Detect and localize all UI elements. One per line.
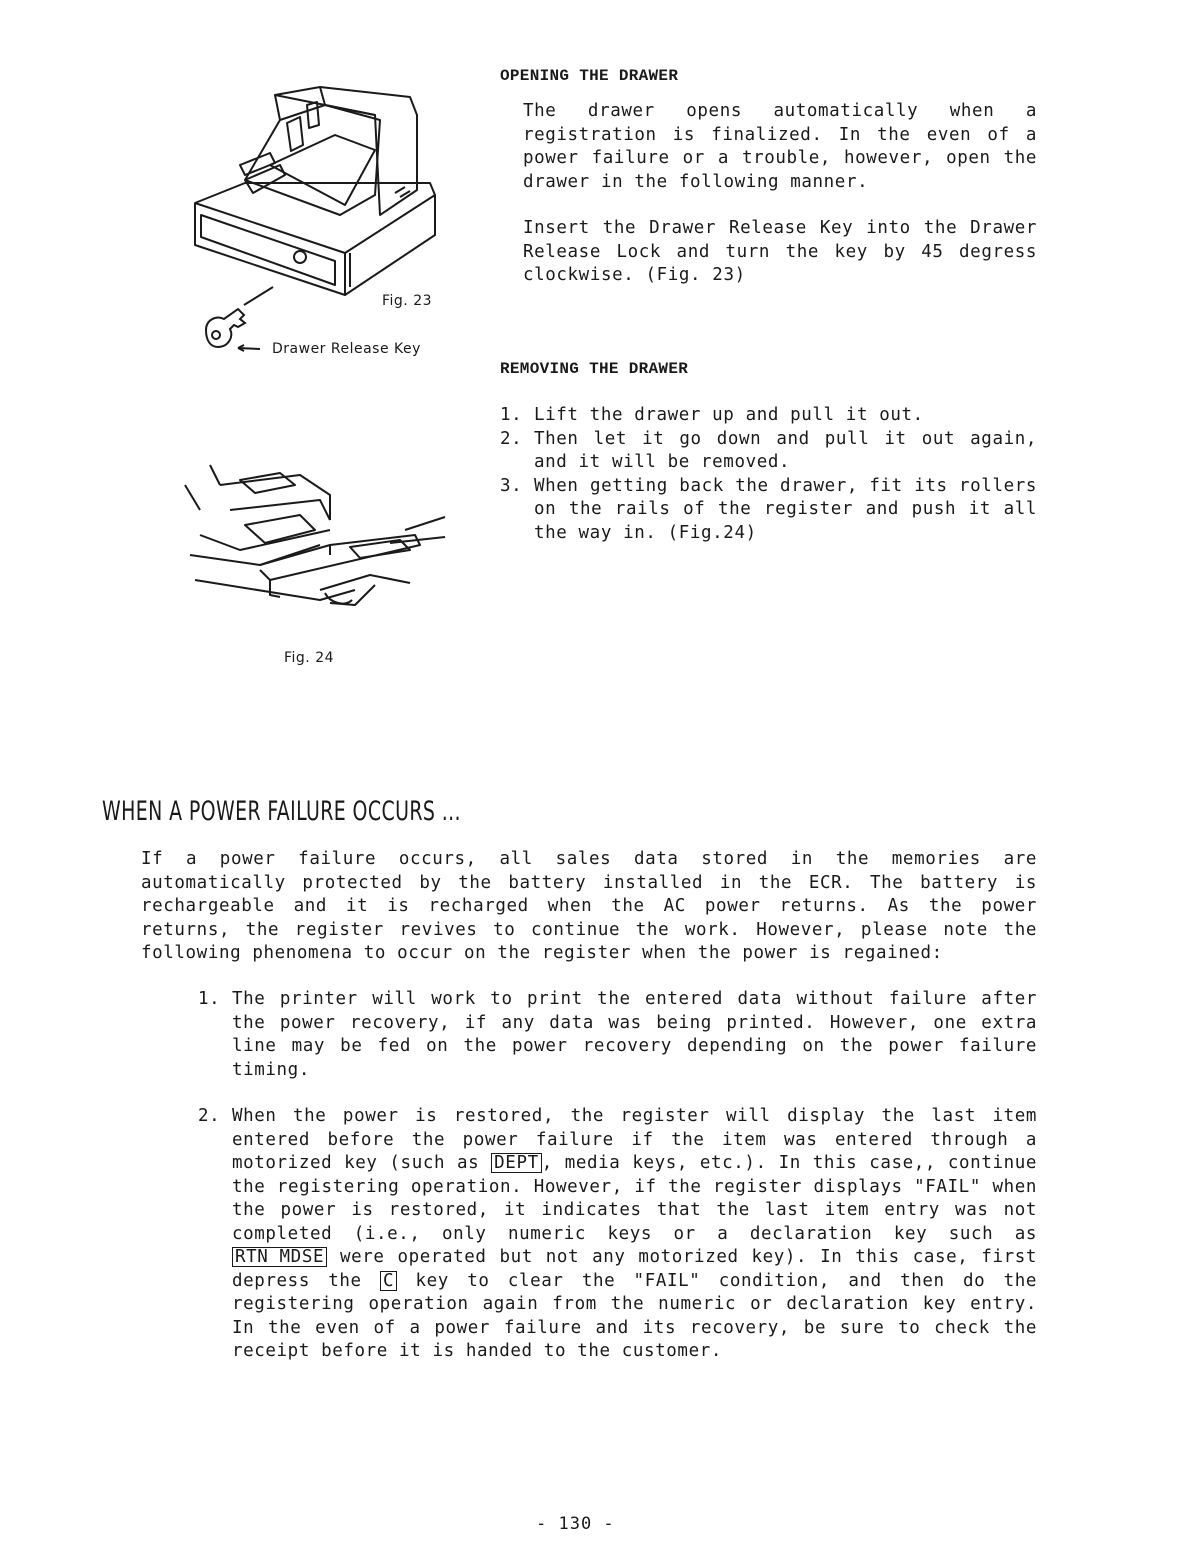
list-item: 3. When getting back the drawer, fit its rollers on the rails of the register and push it all the way in. (Fig.24) [500, 475, 1037, 543]
page-number: - 130 - [536, 1514, 615, 1534]
power-failure-intro: If a power failure occurs, all sales data stored in the memories are automatically protected by the battery installed in the ECR. The battery is rechargeable and it is recharged when the AC power returns. As the power returns, the register revives to continue the work. However, please note the following phenomena to occur on the register when the power is regained: [141, 849, 1037, 963]
fig24-label: Fig. 24 [284, 650, 335, 666]
opening-drawer-paragraph-2: Insert the Drawer Release Key into the Drawer Release Lock and turn the key by 45 degress clockwise. (Fig. 23) [523, 218, 1037, 285]
opening-drawer-heading: OPENING THE DRAWER [500, 67, 679, 85]
list-item: 2. Then let it go down and pull it out again, and it will be removed. [500, 428, 1037, 472]
power-failure-list [198, 988, 1037, 1364]
fig23-label: Fig. 23 [382, 293, 433, 309]
c-key: C [380, 1271, 397, 1291]
list-item: 2. When the power is restored, the register will display the last item entered before the power failure if the item was entered through a motorized key (such as DEPT , media keys, etc.). In this case,, continue the registering operation. However, if the register displays "FAIL" when the power is restored, it indicates that the last item entry was not completed (i.e., only numeric keys or a declaration key such as RTN MDSE were operated but not any motorized key). In this case, first depress the C key to clear the "FAIL" condition, and then do the registering operation again from the numeric or declaration key entry. In the even of a power failure and its recovery, be sure to check the receipt before it is handed to the customer. [198, 1106, 1037, 1361]
power-failure-title: WHEN A POWER FAILURE OCCURS ... [102, 796, 461, 827]
drawer-release-key-illustration [198, 285, 278, 360]
dept-key: DEPT [491, 1153, 542, 1173]
removing-drawer-steps [500, 404, 1037, 545]
list-item: 1. The printer will work to print the entered data without failure after the power recovery, if any data was being printed. However, one extra line may be fed on the power recovery depending on the power failure timing. [198, 989, 1037, 1080]
rtn-mdse-key: RTN MDSE [232, 1247, 327, 1267]
fig23-illustration [185, 75, 450, 305]
fig24-illustration [180, 455, 455, 615]
removing-drawer-heading: REMOVING THE DRAWER [500, 360, 689, 378]
list-item: 1. Lift the drawer up and pull it out. [500, 405, 924, 425]
drawer-release-key-label: Drawer Release Key [272, 341, 421, 357]
opening-drawer-paragraph-1: The drawer opens automatically when a registration is finalized. In the even of a power failure or a trouble, however, open the drawer in the following manner. [523, 101, 1037, 192]
